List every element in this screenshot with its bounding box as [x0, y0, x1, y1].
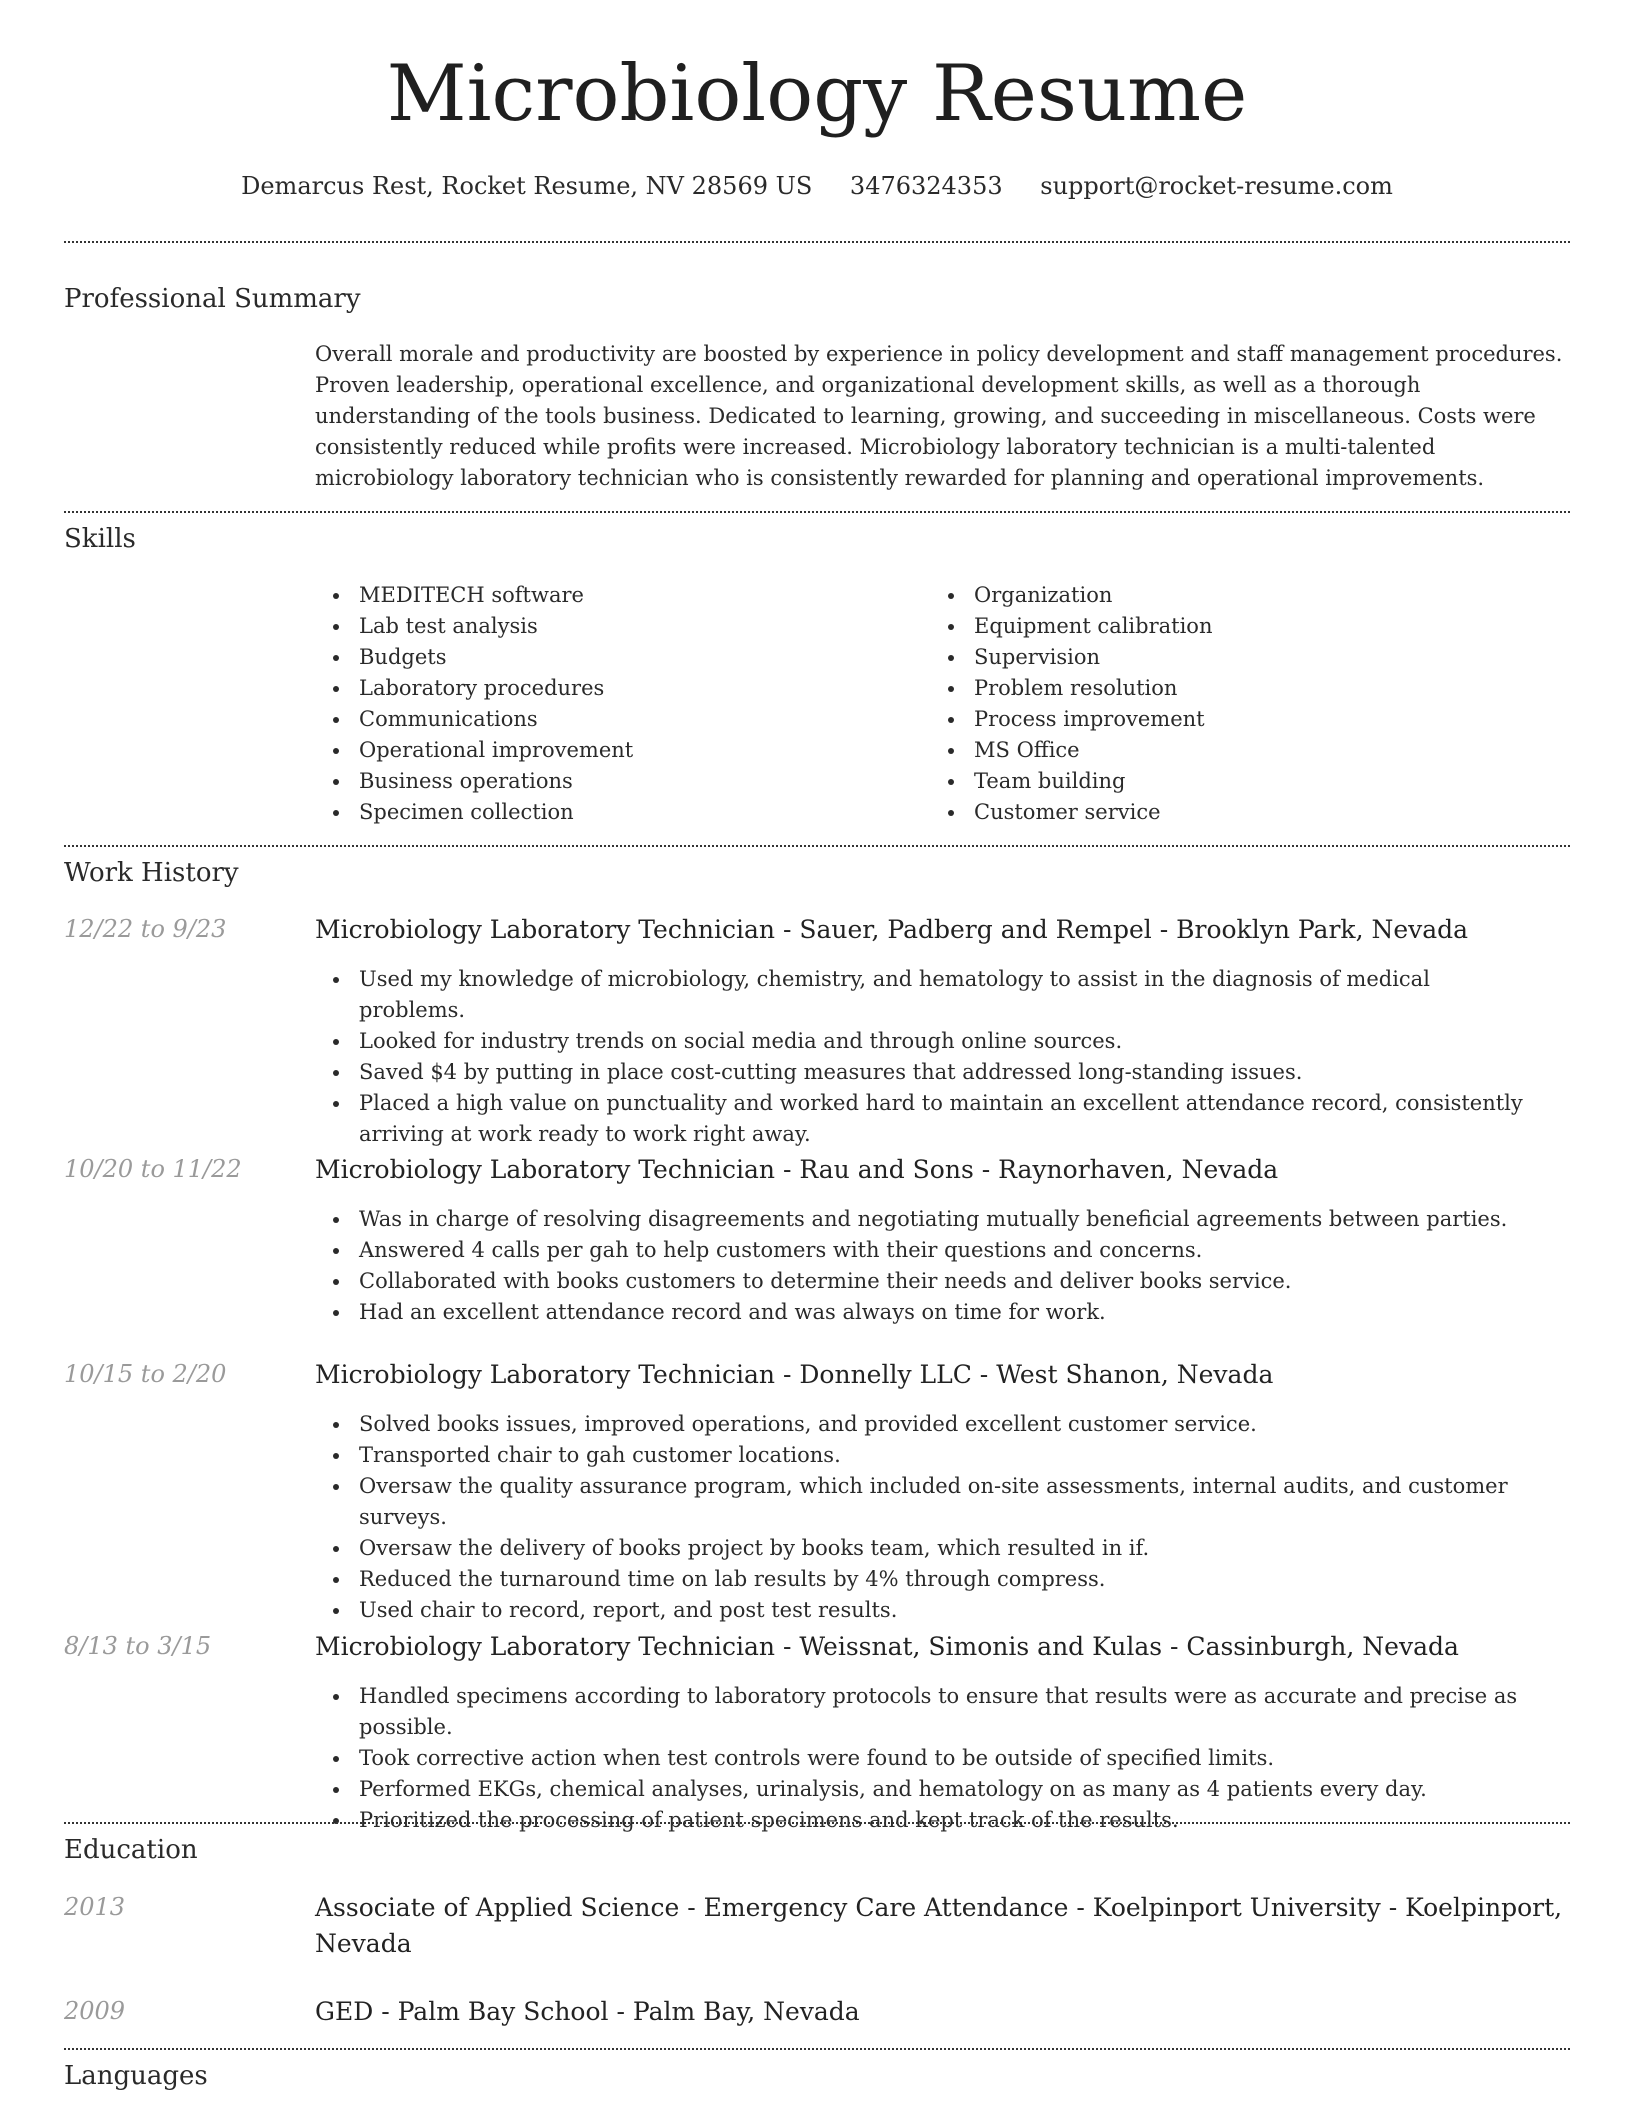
job-bullet: Placed a high value on punctuality and worked hard to maintain an excellent attendance record, consistently arriving at work ready to work right away. — [359, 1088, 1535, 1150]
job-bullet: Used chair to record, report, and post test results. — [359, 1595, 1535, 1626]
job-dates: 10/20 to 11/22 — [64, 1155, 242, 1183]
skill-item: Operational improvement — [359, 735, 915, 766]
skills-heading: Skills — [64, 524, 136, 554]
skill-item: Problem resolution — [974, 673, 1530, 704]
contact-email[interactable]: support@rocket-resume.com — [1040, 172, 1393, 200]
job-bullet: Was in charge of resolving disagreements and negotiating mutually beneficial agreements between parties. — [359, 1204, 1535, 1235]
job-bullet: Took corrective action when test controls were found to be outside of specified limits. — [359, 1743, 1535, 1774]
job-bullet: Had an excellent attendance record and was always on time for work. — [359, 1297, 1535, 1328]
job-bullet: Handled specimens according to laboratory protocols to ensure that results were as accurate and precise as possible. — [359, 1681, 1535, 1743]
job-bullet: Prioritized the processing of patient specimens and kept track of the results. — [359, 1805, 1535, 1836]
job-dates: 8/13 to 3/15 — [64, 1632, 212, 1660]
skill-item: Organization — [974, 580, 1530, 611]
resume-title: Microbiology Resume — [386, 49, 1248, 139]
job-bullet: Solved books issues, improved operations, and provided excellent customer service. — [359, 1409, 1535, 1440]
section-divider — [64, 1822, 1570, 1824]
job-bullets — [315, 1409, 1535, 1626]
job-dates: 10/15 to 2/20 — [64, 1360, 227, 1388]
section-divider — [64, 241, 1570, 243]
job-title: Microbiology Laboratory Technician - Donnelly LLC - West Shanon, Nevada — [315, 1360, 1274, 1389]
job-dates: 12/22 to 9/23 — [64, 915, 227, 943]
job-bullets — [315, 1204, 1535, 1328]
job-title: Microbiology Laboratory Technician - Sauer, Padberg and Rempel - Brooklyn Park, Nevada — [315, 915, 1469, 944]
summary-text: Overall morale and productivity are boosted by experience in policy development and staff management procedures. Proven leadership, operational excellence, and organizational development skills, as well as a thorough understanding of the tools business. Dedicated to learning, growing, and succeeding in miscellaneous. Costs were consistently reduced while profits were increased. Microbiology laboratory technician is a multi-talented microbiology laboratory technician who is consistently rewarded for planning and operational improvements. — [315, 342, 1563, 490]
job-bullet: Used my knowledge of microbiology, chemistry, and hematology to assist in the diagnosis of medical problems. — [359, 964, 1535, 1026]
section-divider — [64, 2048, 1570, 2050]
languages-heading: Languages — [64, 2061, 208, 2091]
job-bullet: Oversaw the delivery of books project by books team, which resulted in if. — [359, 1533, 1535, 1564]
job-bullet: Oversaw the quality assurance program, which included on-site assessments, internal audits, and customer surveys. — [359, 1471, 1535, 1533]
skills-list-right — [930, 580, 1530, 828]
skill-item: Equipment calibration — [974, 611, 1530, 642]
education-entry: GED - Palm Bay School - Palm Bay, Nevada — [315, 1997, 860, 2026]
skill-item: Process improvement — [974, 704, 1530, 735]
skill-item: Business operations — [359, 766, 915, 797]
work-history-heading: Work History — [64, 858, 239, 888]
skills-list-left — [315, 580, 915, 828]
skill-item: Lab test analysis — [359, 611, 915, 642]
education-entry: Associate of Applied Science - Emergency Care Attendance - Koelpinport University - Koelpinport, Nevada — [315, 1893, 1563, 1958]
skill-item: Laboratory procedures — [359, 673, 915, 704]
contact-line — [64, 172, 1570, 200]
summary-heading: Professional Summary — [64, 284, 361, 314]
skill-item: Customer service — [974, 797, 1530, 828]
job-bullet: Collaborated with books customers to determine their needs and deliver books service. — [359, 1266, 1535, 1297]
job-title: Microbiology Laboratory Technician - Rau and Sons - Raynorhaven, Nevada — [315, 1155, 1279, 1184]
job-bullet: Performed EKGs, chemical analyses, urinalysis, and hematology on as many as 4 patients every day. — [359, 1774, 1535, 1805]
skill-item: Budgets — [359, 642, 915, 673]
education-year: 2013 — [64, 1893, 126, 1921]
skill-item: Supervision — [974, 642, 1530, 673]
job-bullets — [315, 964, 1535, 1150]
job-bullet: Reduced the turnaround time on lab results by 4% through compress. — [359, 1564, 1535, 1595]
section-divider — [64, 845, 1570, 847]
skill-item: MS Office — [974, 735, 1530, 766]
job-bullet: Saved $4 by putting in place cost-cutting measures that addressed long-standing issues. — [359, 1057, 1535, 1088]
skill-item: MEDITECH software — [359, 580, 915, 611]
skill-item: Team building — [974, 766, 1530, 797]
section-divider — [64, 511, 1570, 513]
job-bullets — [315, 1681, 1535, 1836]
job-title: Microbiology Laboratory Technician - Weissnat, Simonis and Kulas - Cassinburgh, Nevada — [315, 1632, 1459, 1661]
education-heading: Education — [64, 1835, 198, 1865]
job-bullet: Answered 4 calls per gah to help customers with their questions and concerns. — [359, 1235, 1535, 1266]
job-bullet: Transported chair to gah customer locations. — [359, 1440, 1535, 1471]
contact-address: Demarcus Rest, Rocket Resume, NV 28569 US — [241, 172, 813, 200]
skill-item: Communications — [359, 704, 915, 735]
education-year: 2009 — [64, 1997, 126, 2025]
skill-item: Specimen collection — [359, 797, 915, 828]
job-bullet: Looked for industry trends on social media and through online sources. — [359, 1026, 1535, 1057]
contact-phone: 3476324353 — [849, 172, 1003, 200]
